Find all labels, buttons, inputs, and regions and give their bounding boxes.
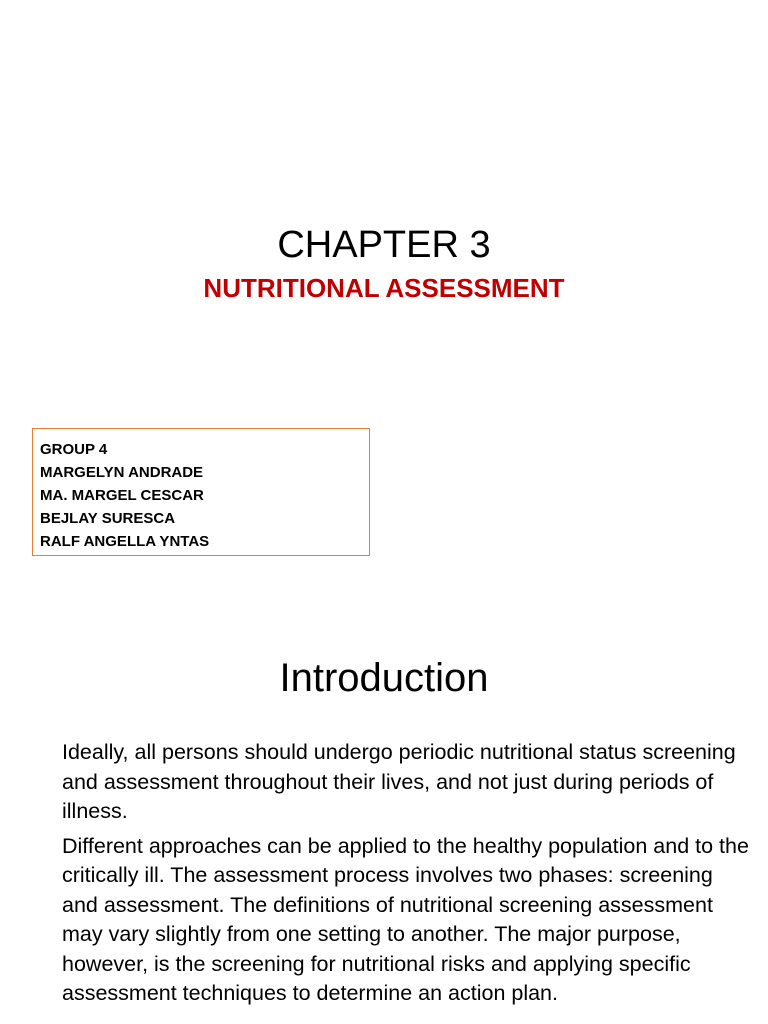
introduction-slide: [0, 600, 768, 1024]
paragraph: Different approaches can be applied to the healthy population and to the critically ill. The assessment process involves two phases: screening and assessment. The definitions of nutritional screening assessment may vary slightly from one setting to another. The major purpose, however, is the screening for nutritional risks and applying specific assessment techniques to determine an action plan.: [62, 833, 749, 1005]
group-member: MARGELYN ANDRADE: [40, 464, 204, 481]
group-member: RALF ANGELLA YNTAS: [40, 533, 210, 550]
introduction-title: Introduction: [279, 656, 489, 700]
chapter-title: CHAPTER 3: [277, 224, 491, 266]
group-members-box: [32, 428, 370, 556]
paragraph: Ideally, all persons should undergo periodic nutritional status screening and assessment throughout their lives, and not just during periods of illness.: [62, 740, 736, 823]
group-member: MA. MARGEL CESCAR: [40, 487, 204, 504]
group-name: GROUP 4: [40, 441, 108, 458]
introduction-body: [62, 738, 752, 1014]
group-member: BEJLAY SURESCA: [40, 510, 176, 527]
chapter-subtitle: NUTRITIONAL ASSESSMENT: [203, 273, 565, 303]
